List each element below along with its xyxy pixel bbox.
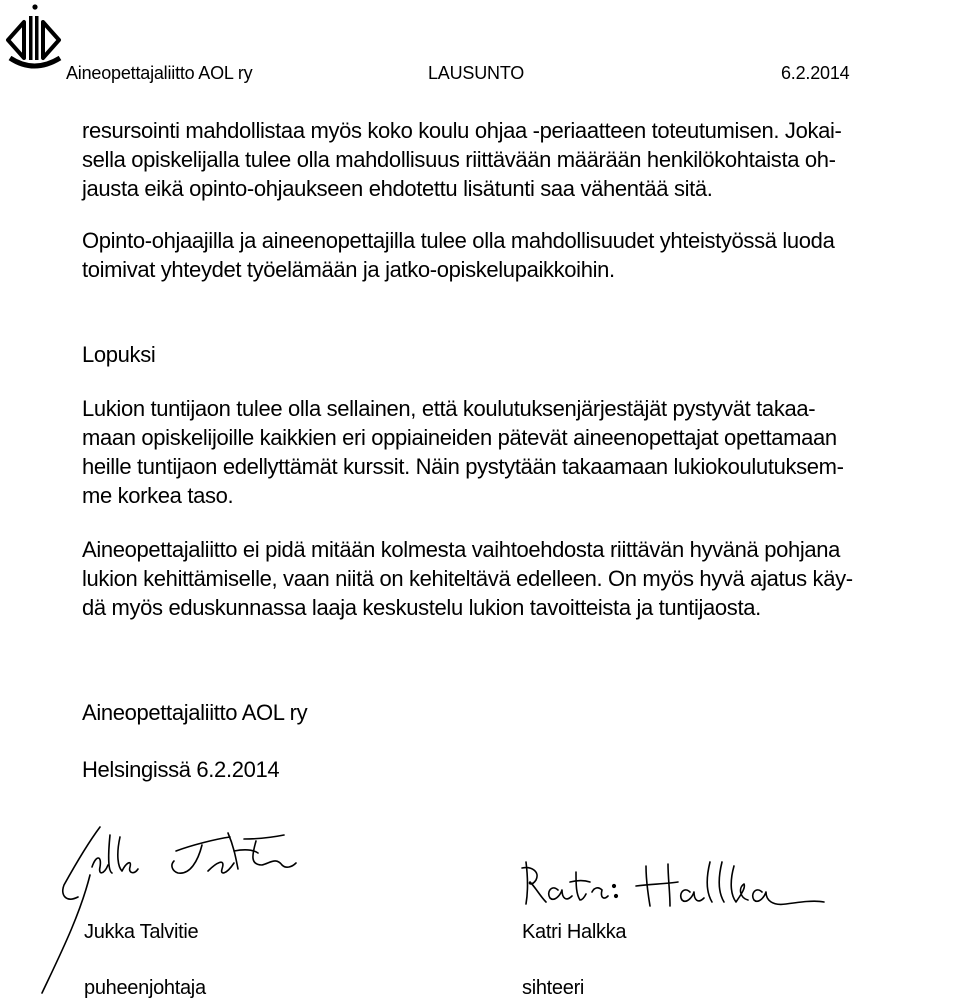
paragraph-conclusion	[82, 394, 954, 510]
text-line: Lukion tuntijaon tulee olla sellainen, että koulutuksenjärjestäjät pystyvät takaa-	[82, 396, 816, 421]
header-document-type: LAUSUNTO	[428, 63, 525, 83]
aol-logo-icon	[4, 2, 62, 72]
header-organization: Aineopettajaliitto AOL ry	[66, 63, 253, 83]
signature-katri-halkka	[518, 848, 828, 923]
signoff-place-date: Helsingissä 6.2.2014	[82, 757, 280, 782]
paragraph-cooperation	[82, 226, 954, 284]
text-line: maan opiskelijoille kaikkien eri oppiaineiden pätevät aineenopettajat opettamaan	[82, 425, 837, 450]
signatory-name: Katri Halkka	[522, 921, 627, 943]
signatory-role: puheenjohtaja	[84, 977, 206, 999]
paragraph-position	[82, 535, 954, 622]
signature-jukka-talvitie	[30, 815, 310, 1000]
text-line: me korkea taso.	[82, 483, 234, 508]
text-line: jausta eikä opinto-ohjaukseen ehdotettu lisätunti saa vähentää sitä.	[82, 176, 713, 201]
text-line: dä myös eduskunnassa laaja keskustelu lukion tavoitteista ja tuntijaosta.	[82, 595, 761, 620]
signatory-role: sihteeri	[522, 977, 585, 999]
text-line: sella opiskelijalla tulee olla mahdollisuus riittävään määrään henkilökohtaista oh-	[82, 147, 836, 172]
signatory-name: Jukka Talvitie	[84, 921, 199, 943]
header-date: 6.2.2014	[781, 63, 850, 83]
text-line: resursointi mahdollistaa myös koko koulu ohjaa -periaatteen toteutumisen. Jokai-	[82, 118, 842, 143]
text-line: Opinto-ohjaajilla ja aineenopettajilla tulee olla mahdollisuudet yhteistyössä luoda	[82, 228, 835, 253]
text-line: heille tuntijaon edellyttämät kurssit. Näin pystytään takaamaan lukiokoulutuksem-	[82, 454, 844, 479]
signoff-organization: Aineopettajaliitto AOL ry	[82, 700, 308, 725]
section-heading: Lopuksi	[82, 342, 156, 367]
paragraph-resourcing	[82, 116, 954, 203]
text-line: Aineopettajaliitto ei pidä mitään kolmesta vaihtoehdosta riittävän hyvänä pohjana	[82, 537, 841, 562]
text-line: lukion kehittämiselle, vaan niitä on kehiteltävä edelleen. On myös hyvä ajatus käy-	[82, 566, 853, 591]
text-line: toimivat yhteydet työelämään ja jatko-opiskelupaikkoihin.	[82, 257, 615, 282]
